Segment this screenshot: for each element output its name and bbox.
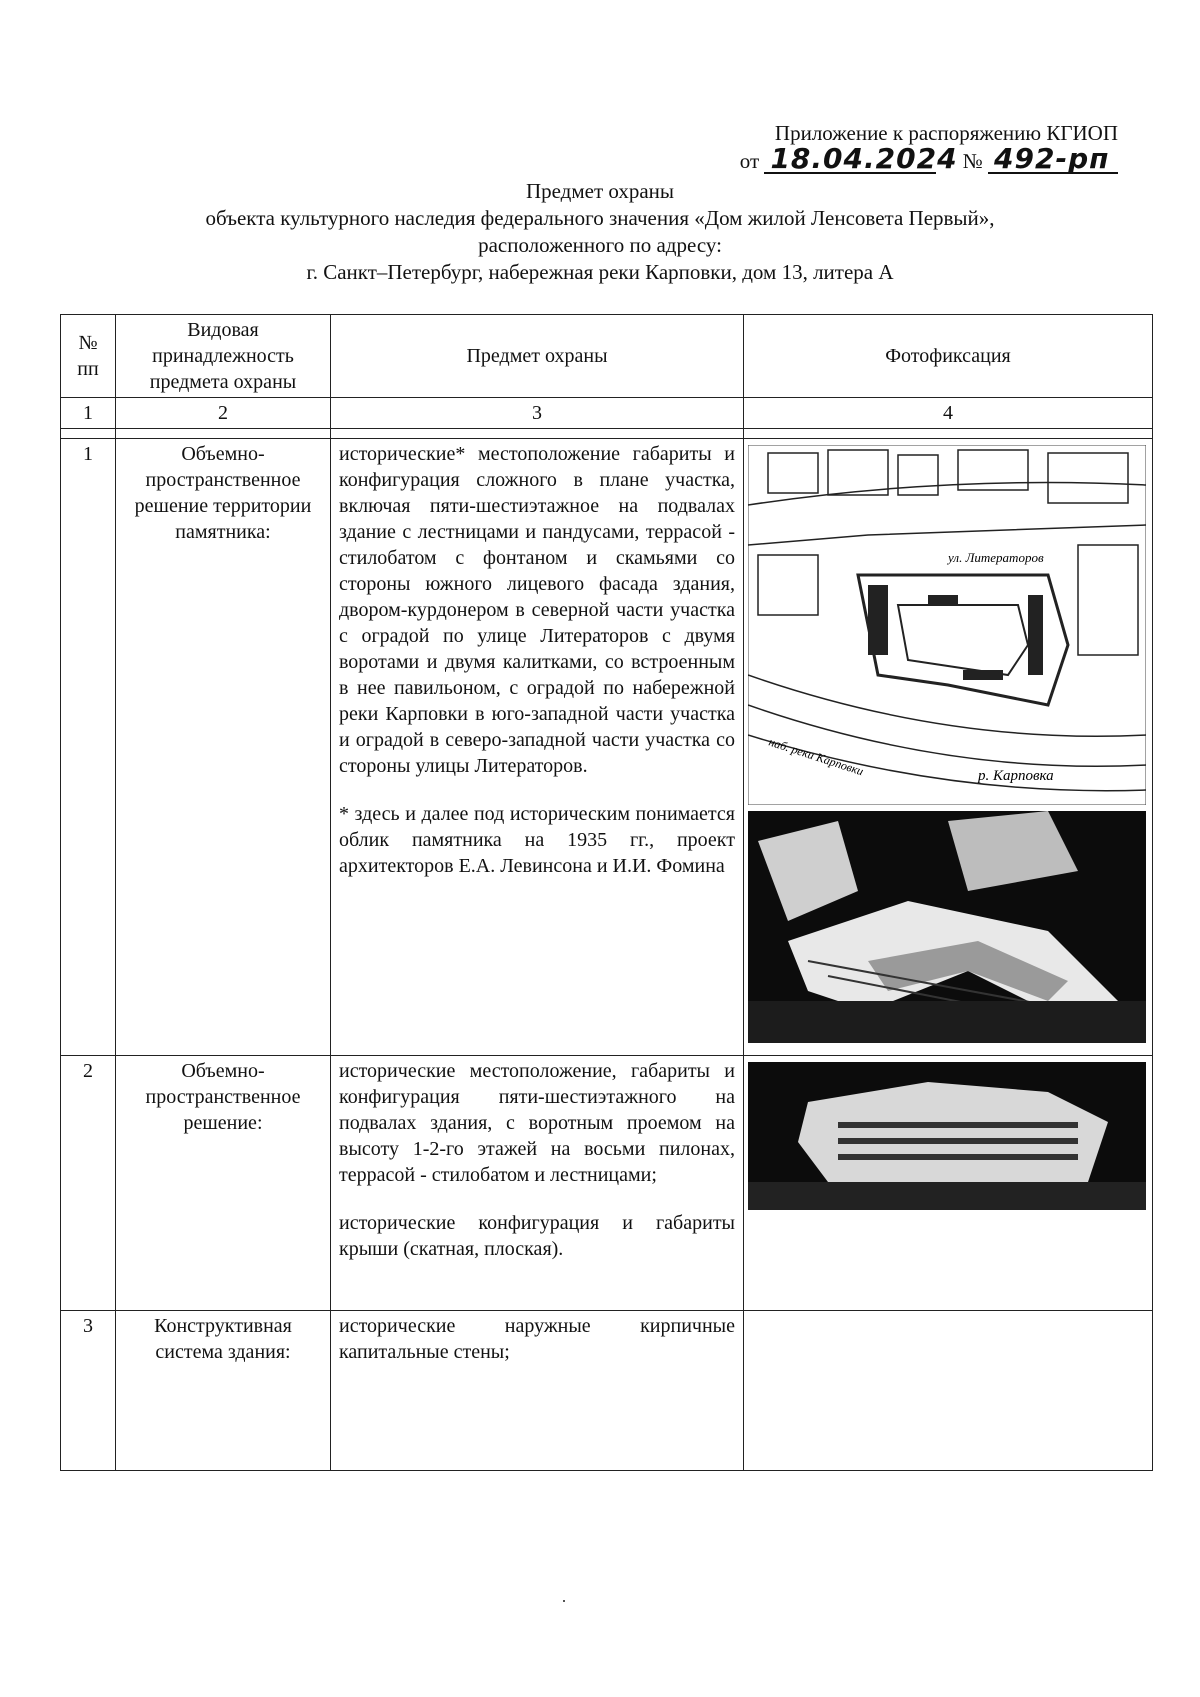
order-date: 18.04.2024: [764, 146, 936, 174]
table-row: [61, 1056, 1153, 1311]
row-kind: Объемно-пространственное решение:: [116, 1056, 331, 1311]
col-header-number: № пп: [61, 315, 116, 398]
doc-subtitle-object: объекта культурного наследия федерального значения «Дом жилой Ленсовета Первый»,: [205, 206, 995, 230]
scan-dot: [563, 1600, 565, 1602]
col-number: 1: [61, 398, 116, 429]
col-header-photo: Фотофиксация: [744, 315, 1153, 398]
table-header-row: [61, 315, 1153, 398]
map-river-label: р. Карповка: [978, 768, 1054, 784]
subject-paragraph: исторические конфигурация и габариты крыши (скатная, плоская).: [339, 1212, 735, 1260]
row-spacer: [61, 429, 1153, 439]
col-number: 2: [116, 398, 331, 429]
column-number-row: [61, 398, 1153, 429]
doc-subtitle-address: г. Санкт–Петербург, набережная реки Карповки, дом 13, литера А: [306, 260, 894, 284]
subject-paragraph: исторические местоположение, габариты и конфигурация пяти-шестиэтажного на подвалах здания, с воротным проемом на высоту 1-2-го этажей на восьми пилонах, террасой - стилобатом и лестницами;: [339, 1060, 735, 1186]
col-number: 4: [744, 398, 1153, 429]
subject-paragraph: исторические наружные кирпичные капитальные стены;: [339, 1315, 735, 1363]
row-subject: [331, 439, 744, 1056]
number-label: №: [962, 149, 983, 173]
appendix-line: Приложение к распоряжению КГИОП: [774, 121, 1118, 145]
col-header-subject: Предмет охраны: [331, 315, 744, 398]
col-number: 3: [331, 398, 744, 429]
from-label: от: [739, 149, 760, 173]
subject-paragraph: исторические* местоположение габариты и конфигурация сложного в плане участка, включая пяти-шестиэтажное на подвалах здание с лестницами и пандусами, террасой - стилобатом с фонтаном и скамьями со стороны южного лицевого фасада здания, двором-курдонером в северной части участка с оградой по улице Литераторов с двумя воротами и двумя калитками, со встроенным в нее павильоном, с оградой по набережной реки Карповки в юго-западной части участка и оградой в северо-западной части участка со стороны улицы Литераторов.: [339, 443, 735, 777]
map-street-label: ул. Литераторов: [948, 550, 1044, 565]
table-row: [61, 1311, 1153, 1471]
row-photos-empty: [744, 1311, 1153, 1471]
row-photos: [744, 439, 1153, 1056]
row-subject: [331, 1056, 744, 1311]
row-photos: [744, 1056, 1153, 1311]
map-embankment-label: наб. реки Карповки: [767, 734, 866, 779]
row-number: 2: [61, 1056, 116, 1311]
order-number: 492-рп: [988, 146, 1118, 174]
col-header-kind: Видовая принадлежность предмета охраны: [116, 315, 331, 398]
aerial-photo-2: [748, 1062, 1146, 1210]
row-kind: Конструктивная система здания:: [116, 1311, 331, 1471]
appendix-header: [740, 120, 1118, 174]
doc-subtitle-located: расположенного по адресу:: [478, 233, 722, 257]
protection-subject-table: [60, 314, 1153, 1471]
row-number: 1: [61, 439, 116, 1056]
aerial-photo-1: [748, 811, 1146, 1043]
row-kind: Объемно-пространственное решение территории памятника:: [116, 439, 331, 1056]
site-plan-map: [748, 445, 1146, 805]
order-line: [739, 142, 1118, 175]
row-subject: [331, 1311, 744, 1471]
subject-footnote: * здесь и далее под историческим понимается облик памятника на 1935 гг., проект архитекторов Е.А. Левинсона и И.И. Фомина: [339, 803, 735, 877]
doc-title: Предмет охраны: [525, 179, 675, 203]
row-number: 3: [61, 1311, 116, 1471]
table-row: [61, 439, 1153, 1056]
